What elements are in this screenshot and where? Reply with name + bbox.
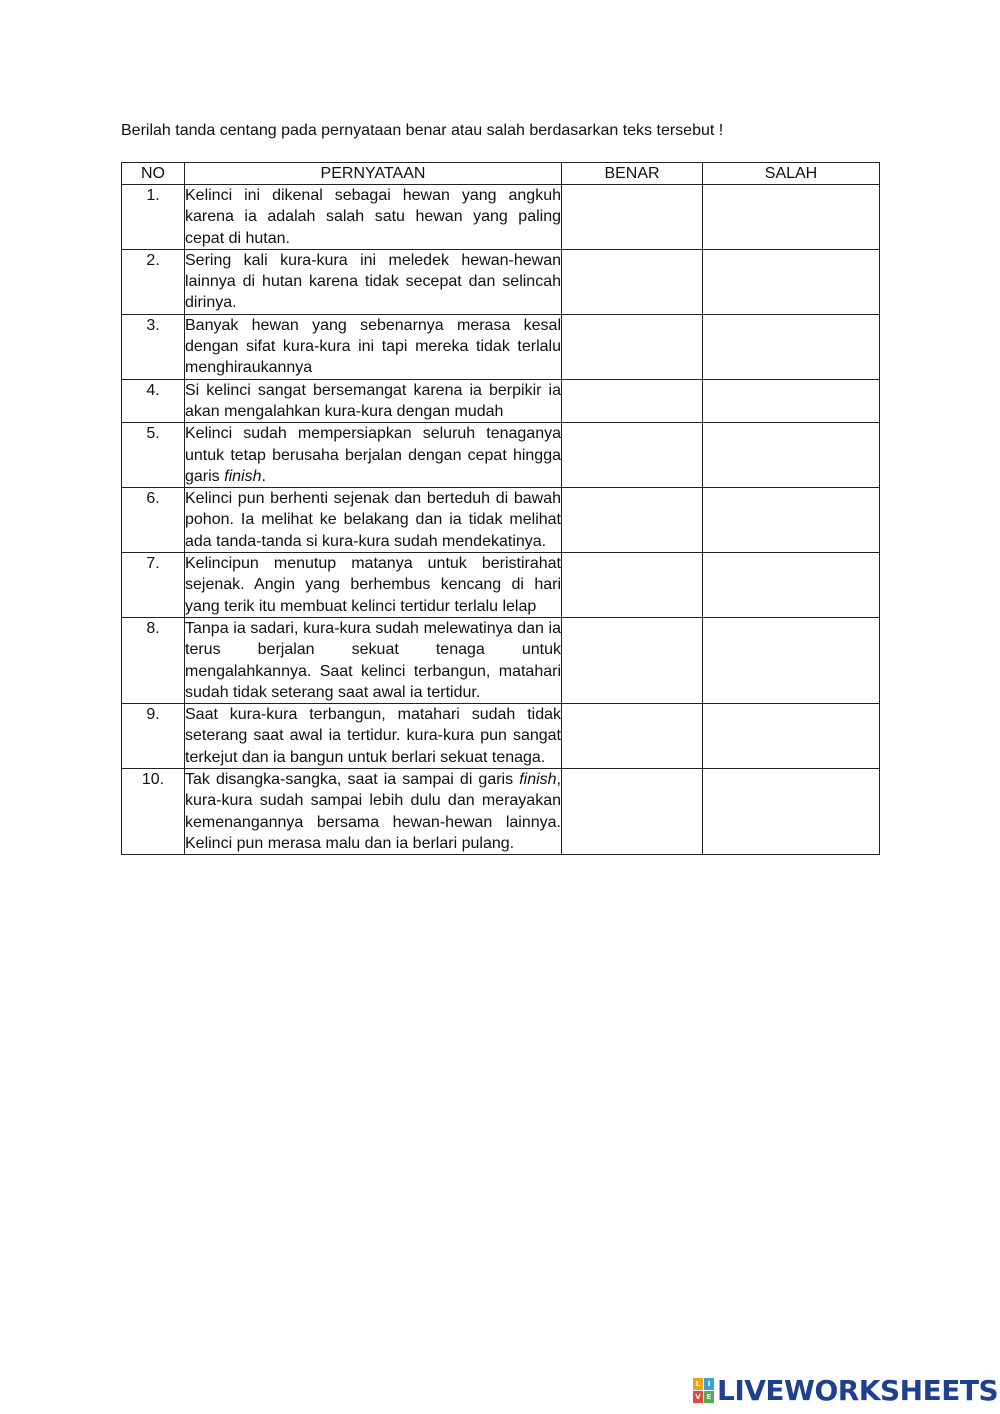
true-checkbox-cell[interactable] [562, 314, 703, 379]
row-number: 3. [122, 314, 185, 379]
row-number: 1. [122, 185, 185, 250]
true-checkbox-cell[interactable] [562, 617, 703, 703]
instruction-text: Berilah tanda centang pada pernyataan benar atau salah berdasarkan teks tersebut ! [121, 122, 724, 139]
logo-mark-letter: E [704, 1391, 714, 1403]
row-number: 5. [122, 423, 185, 488]
statement-italic-term: finish [224, 467, 262, 485]
statement-fragment: Sering kali kura-kura ini meledek hewan-hewan lainnya di hutan karena tidak secepat dan selincah dirinya. [185, 251, 561, 312]
table-row [122, 423, 880, 488]
false-checkbox-cell[interactable] [703, 488, 880, 553]
false-checkbox-cell[interactable] [703, 379, 880, 423]
true-checkbox-cell[interactable] [562, 423, 703, 488]
table-row [122, 488, 880, 553]
true-checkbox-cell[interactable] [562, 488, 703, 553]
statement-italic-term: finish [519, 771, 557, 789]
row-number: 4. [122, 379, 185, 423]
header-statement: PERNYATAAN [185, 163, 562, 185]
logo-mark-icon [693, 1378, 715, 1404]
statement-fragment: , kura-kura sudah sampai lebih dulu dan merayakan kemenangannya bersama hewan-hewan lainnya. Kelinci pun merasa malu dan ia berlari pulang. [185, 771, 561, 852]
statement-fragment: Kelinci ini dikenal sebagai hewan yang angkuh karena ia adalah salah satu hewan yang paling cepat di hutan. [185, 187, 561, 247]
statement-text [185, 379, 562, 423]
false-checkbox-cell[interactable] [703, 617, 880, 703]
true-checkbox-cell[interactable] [562, 249, 703, 314]
statement-text [185, 617, 562, 703]
false-checkbox-cell[interactable] [703, 314, 880, 379]
table-row [122, 314, 880, 379]
statement-fragment: Si kelinci sangat bersemangat karena ia berpikir ia akan mengalahkan kura-kura dengan mudah [185, 381, 561, 420]
statement-fragment: Kelincipun menutup matanya untuk beristirahat sejenak. Angin yang berhembus kencang di hari yang terik itu membuat kelinci tertidur terlalu lelap [185, 555, 561, 615]
false-checkbox-cell[interactable] [703, 769, 880, 855]
statement-fragment: Tak disangka-sangka, saat ia sampai di garis [185, 771, 520, 789]
logo-mark-letter: I [704, 1378, 714, 1390]
header-no: NO [122, 163, 185, 185]
true-checkbox-cell[interactable] [562, 379, 703, 423]
header-true: BENAR [562, 163, 703, 185]
statement-fragment: Kelinci pun berhenti sejenak dan berteduh di bawah pohon. Ia melihat ke belakang dan ia tidak melihat ada tanda-tanda si kura-kura sudah mendekatinya. [185, 490, 561, 550]
logo-text: LIVEWORKSHEETS [717, 1374, 999, 1407]
table-row [122, 379, 880, 423]
true-checkbox-cell[interactable] [562, 769, 703, 855]
row-number: 7. [122, 553, 185, 618]
liveworksheets-logo [693, 1376, 998, 1406]
row-number: 6. [122, 488, 185, 553]
statement-text [185, 769, 562, 855]
statement-text [185, 488, 562, 553]
false-checkbox-cell[interactable] [703, 704, 880, 769]
row-number: 9. [122, 704, 185, 769]
true-checkbox-cell[interactable] [562, 185, 703, 250]
true-checkbox-cell[interactable] [562, 704, 703, 769]
table-row [122, 704, 880, 769]
table-row [122, 617, 880, 703]
statement-text [185, 249, 562, 314]
statement-text [185, 553, 562, 618]
table-header-row [122, 163, 880, 185]
statement-fragment: Saat kura-kura terbangun, matahari sudah tidak seterang saat awal ia tertidur. kura-kura pun sangat terkejut dan ia bangun untuk berlari sekuat tenaga. [185, 706, 561, 766]
table-row [122, 553, 880, 618]
false-checkbox-cell[interactable] [703, 185, 880, 250]
statement-fragment: . [261, 467, 266, 485]
table-row [122, 185, 880, 250]
false-checkbox-cell[interactable] [703, 423, 880, 488]
statement-text [185, 423, 562, 488]
header-false: SALAH [703, 163, 880, 185]
statement-table [121, 162, 880, 855]
table-body [122, 185, 880, 855]
statement-fragment: Banyak hewan yang sebenarnya merasa kesal dengan sifat kura-kura ini tapi mereka tidak terlalu menghiraukannya [185, 316, 561, 377]
false-checkbox-cell[interactable] [703, 249, 880, 314]
statement-text [185, 704, 562, 769]
false-checkbox-cell[interactable] [703, 553, 880, 618]
table-row [122, 769, 880, 855]
row-number: 10. [122, 769, 185, 855]
row-number: 8. [122, 617, 185, 703]
logo-mark-letter: V [693, 1391, 703, 1403]
statement-text [185, 314, 562, 379]
statement-text [185, 185, 562, 250]
true-checkbox-cell[interactable] [562, 553, 703, 618]
row-number: 2. [122, 249, 185, 314]
statement-fragment: Tanpa ia sadari, kura-kura sudah melewatinya dan ia terus berjalan sekuat tenaga untuk mengalahkannya. Saat kelinci terbangun, matahari sudah tidak seterang saat awal ia tertidur. [185, 619, 561, 701]
logo-mark-letter: L [693, 1378, 703, 1390]
statement-fragment: Kelinci sudah mempersiapkan seluruh tenaganya untuk tetap berusaha berjalan dengan cepat hingga garis [185, 425, 561, 485]
table-row [122, 249, 880, 314]
